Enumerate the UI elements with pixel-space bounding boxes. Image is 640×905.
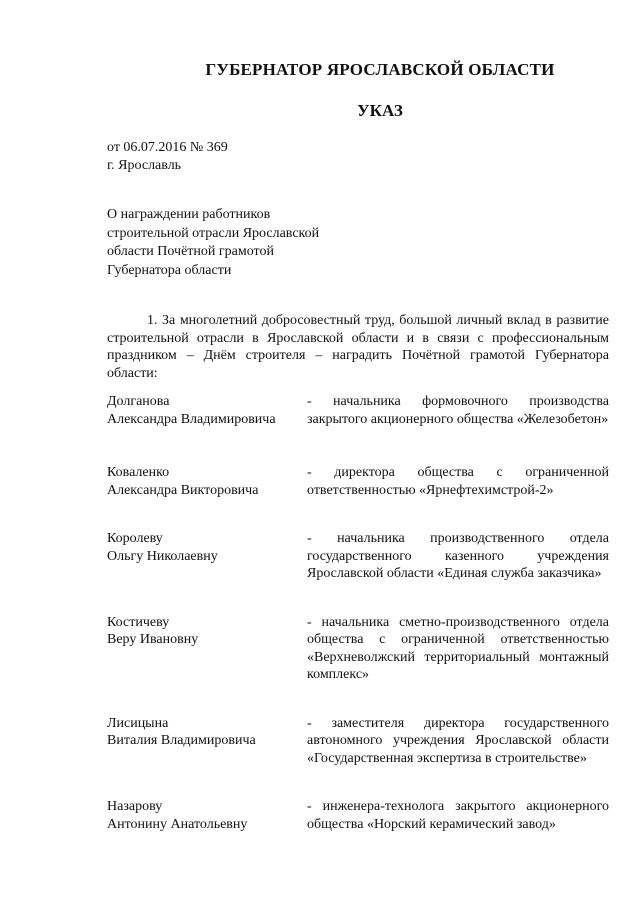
person-surname: Долганова	[107, 394, 170, 409]
document-subject	[107, 206, 367, 280]
issuer-title: ГУБЕРНАТОР ЯРОСЛАВСКОЙ ОБЛАСТИ	[205, 60, 555, 79]
award-position: - директора общества с ограниченной ответственностью «Ярнефтехимстрой-2»	[307, 464, 609, 499]
subject-line: области Почётной грамотой	[107, 244, 274, 259]
person-given-names: Александра Викторовича	[107, 482, 259, 498]
person-given-names: Ольгу Николаевну	[107, 548, 218, 564]
person-surname: Коваленко	[107, 465, 170, 480]
award-entry	[107, 464, 609, 499]
document-type: УКАЗ	[357, 101, 403, 120]
person-surname: Королеву	[107, 531, 163, 546]
award-entry	[107, 715, 609, 768]
city: г. Ярославль	[107, 158, 182, 173]
award-position: - начальника формовочного производства закрытого акционерного общества «Железобетон»	[307, 393, 609, 428]
subject-line: О награждении работников	[107, 207, 271, 222]
award-person	[107, 798, 307, 833]
award-entry	[107, 614, 609, 684]
award-entry	[107, 798, 609, 833]
award-person	[107, 393, 307, 428]
award-position: - инженера-технолога закрытого акционерного общества «Норский керамический завод»	[307, 798, 609, 833]
award-position: - начальника производственного отдела государственного казенного учреждения Ярославской области «Единая служба заказчика»	[307, 530, 609, 583]
awards-list	[107, 393, 609, 833]
award-position: - заместителя директора государственного автономного учреждения Ярославской области «Государственная экспертиза в строительстве»	[307, 715, 609, 768]
award-person	[107, 715, 307, 768]
award-entry	[107, 393, 609, 428]
person-given-names: Антонину Анатольевну	[107, 816, 248, 832]
document-meta	[107, 139, 228, 175]
award-person	[107, 464, 307, 499]
award-entry	[107, 530, 609, 583]
person-given-names: Виталия Владимировича	[107, 733, 256, 748]
subject-line: строительной отрасли Ярославской	[107, 225, 320, 241]
person-given-names: Веру Ивановну	[107, 632, 199, 647]
person-surname: Назарову	[107, 799, 163, 814]
subject-line: Губернатора области	[107, 262, 232, 278]
person-surname: Лисицына	[107, 715, 169, 731]
award-person	[107, 530, 307, 583]
paragraph-1: 1. За многолетний добросовестный труд, большой личный вклад в развитие строительной отрасли в Ярославской области и в связи с профессиональным праздником – Днём строителя – наградить Почётной грамотой Губернатора области:	[107, 313, 609, 381]
award-position: - начальника сметно-производственного отдела общества с ограниченной ответственностью «Верхневолжский территориальный монтажный комплекс»	[307, 614, 609, 684]
person-given-names: Александра Владимировича	[107, 411, 276, 427]
award-person	[107, 614, 307, 684]
date-number: от 06.07.2016 № 369	[107, 140, 228, 155]
person-surname: Костичеву	[107, 614, 170, 630]
